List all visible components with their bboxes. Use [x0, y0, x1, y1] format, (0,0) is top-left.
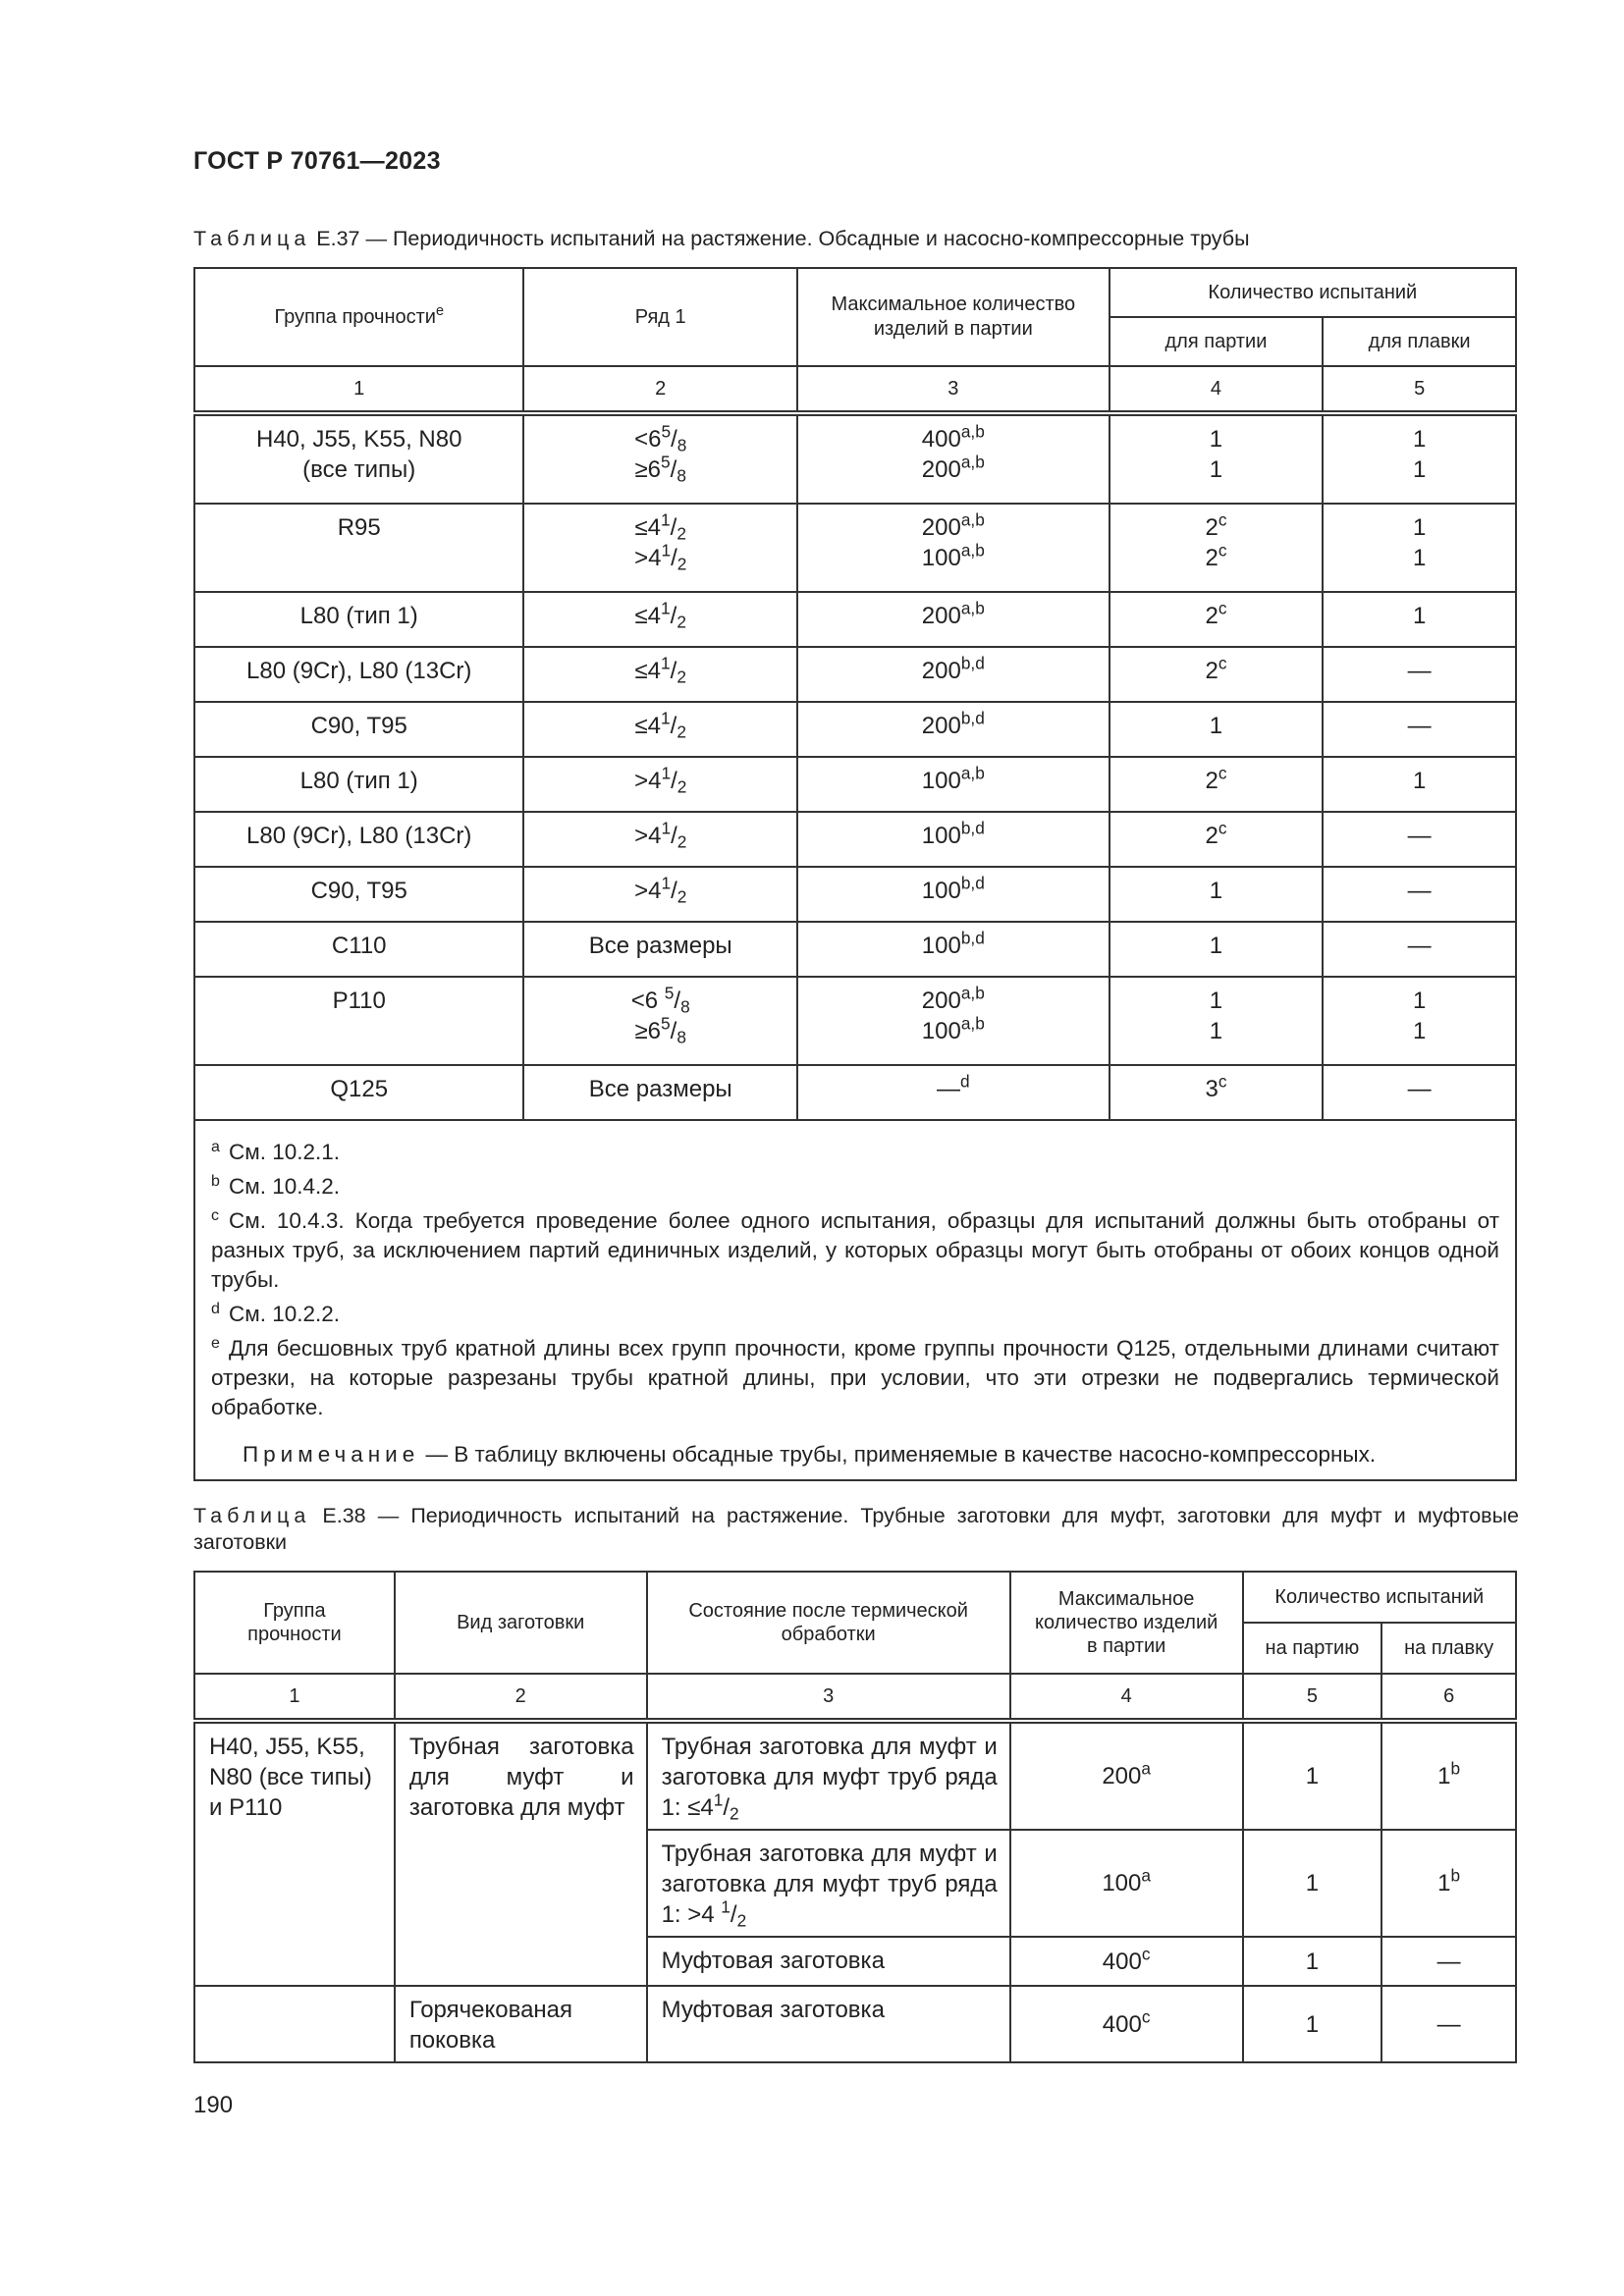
cell-per-heat — [1323, 647, 1516, 702]
cell-size — [523, 592, 797, 647]
cell-per-heat — [1323, 504, 1516, 592]
heat-line: 1 — [1412, 426, 1427, 453]
cell-max-qty — [797, 413, 1110, 504]
column-number: 6 — [1381, 1674, 1516, 1721]
group-line: L80 (9Cr), L80 (13Cr) — [246, 823, 472, 849]
header-row1: Ряд 1 — [523, 268, 797, 366]
qty-line: 200$^{b,d}$ — [921, 653, 985, 684]
size-line: $\ge 6^5/_8$ — [634, 1013, 686, 1047]
lot-line: 1 — [1209, 426, 1223, 453]
column-number: 1 — [194, 1674, 395, 1721]
size-line: $\le 4^1/_2$ — [634, 653, 686, 687]
qty-line: 100$^{b,d}$ — [921, 873, 985, 904]
table-e37-caption — [193, 226, 1250, 252]
footnote-text: См. 10.4.2. — [229, 1174, 341, 1199]
heat-line: 1 — [1412, 768, 1427, 794]
cell-group — [194, 504, 523, 592]
size-line: $<6^5/_8$ — [634, 421, 687, 455]
column-number: 2 — [395, 1674, 647, 1721]
lot-line: 2$^c$ — [1205, 598, 1227, 629]
column-number: 4 — [1010, 1674, 1243, 1721]
table-row — [194, 504, 1516, 592]
table-e38-caption — [193, 1503, 1519, 1556]
cell-per-lot — [1110, 1065, 1324, 1120]
footnote-text: См. 10.2.2. — [229, 1302, 341, 1326]
cell-per-heat — [1323, 702, 1516, 757]
cell-size — [523, 867, 797, 922]
lot-line: 1 — [1209, 713, 1223, 739]
group-line: C90, T95 — [310, 878, 407, 904]
cell-max-qty — [797, 702, 1110, 757]
cell-per-lot — [1110, 757, 1324, 812]
cell-per-lot — [1110, 922, 1324, 977]
size-line: <6 $^5/_8$ — [630, 983, 690, 1017]
heat-line: — — [1407, 933, 1432, 959]
header-max-qty: Максимальное количество изделий в партии — [1010, 1572, 1243, 1674]
footnote-mark: c — [211, 1207, 219, 1224]
size-line: $\le 4^1/_2$ — [634, 708, 686, 742]
lot-line: 1 — [1209, 933, 1223, 959]
footnote — [211, 1329, 1499, 1422]
caption-label: Таблица — [193, 1504, 311, 1527]
cell-max-qty: 400$^c$ — [1010, 1937, 1243, 1986]
cell-per-heat: — — [1381, 1937, 1516, 1986]
cell-max-qty — [797, 812, 1110, 867]
qty-line: 200$^{a,b}$ — [921, 452, 985, 483]
cell-size — [523, 504, 797, 592]
cell-size — [523, 647, 797, 702]
column-number: 3 — [647, 1674, 1010, 1721]
lot-line: 2$^c$ — [1205, 818, 1227, 849]
qty-line: 200$^{b,d}$ — [921, 708, 985, 739]
caption-text: Е.38 — Периодичность испытаний на растяжение. Трубные заготовки для муфт, заготовки для муфт и муфтовые заготовки — [193, 1504, 1519, 1554]
column-number: 1 — [194, 366, 523, 413]
cell-group — [194, 413, 523, 504]
footnote-mark: e — [211, 1335, 220, 1352]
table-row — [194, 592, 1516, 647]
heat-line: — — [1407, 878, 1432, 904]
cell-size — [523, 812, 797, 867]
header-tests: Количество испытаний — [1110, 268, 1516, 317]
lot-line: 2$^c$ — [1205, 540, 1227, 571]
group-line: H40, J55, K55, N80 — [255, 426, 462, 453]
group-line: L80 (9Cr), L80 (13Cr) — [246, 658, 472, 684]
cell-per-lot: 1 — [1243, 1830, 1382, 1937]
cell-per-lot — [1110, 812, 1324, 867]
table-row — [194, 413, 1516, 504]
group-line: (все типы) — [302, 456, 416, 483]
qty-line: 200$^{a,b}$ — [921, 983, 985, 1014]
cell-per-heat — [1323, 1065, 1516, 1120]
cell-size: Все размеры — [523, 1065, 797, 1120]
table-row — [194, 1986, 1516, 2062]
lot-line: 2$^c$ — [1205, 763, 1227, 794]
heat-line: — — [1407, 823, 1432, 849]
cell-max-qty — [797, 1065, 1110, 1120]
column-number: 3 — [797, 366, 1110, 413]
header-tests: Количество испытаний — [1243, 1572, 1516, 1623]
cell-max-qty — [797, 592, 1110, 647]
cell-group — [194, 922, 523, 977]
footnote-mark: a — [211, 1139, 220, 1155]
cell-max-qty — [797, 647, 1110, 702]
heat-line: 1 — [1412, 514, 1427, 541]
lot-line: 1 — [1209, 988, 1223, 1014]
qty-line: 100$^{a,b}$ — [921, 1013, 985, 1044]
table-row — [194, 922, 1516, 977]
cell-per-heat — [1323, 413, 1516, 504]
cell-max-qty: 100$^a$ — [1010, 1830, 1243, 1937]
lot-line: 2$^c$ — [1205, 509, 1227, 541]
lot-line: 1 — [1209, 456, 1223, 483]
cell-per-heat: 1$^b$ — [1381, 1721, 1516, 1830]
table-row — [194, 702, 1516, 757]
cell-kind: Горячекованая поковка — [395, 1986, 647, 2062]
footnote-mark: d — [211, 1301, 220, 1317]
cell-group — [194, 812, 523, 867]
cell-max-qty — [797, 757, 1110, 812]
cell-per-heat — [1323, 922, 1516, 977]
heat-line: — — [1407, 1076, 1432, 1102]
footnote-mark: b — [211, 1173, 220, 1190]
size-line: $>4^1/_2$ — [634, 540, 687, 574]
header-max-qty: Максимальное количество изделий в партии — [797, 268, 1110, 366]
cell-group — [194, 647, 523, 702]
cell-per-heat — [1323, 812, 1516, 867]
lot-line: 1 — [1209, 1018, 1223, 1044]
cell-per-heat: 1$^b$ — [1381, 1830, 1516, 1937]
table-row — [194, 757, 1516, 812]
page-number: 190 — [193, 2092, 234, 2118]
heat-line: 1 — [1412, 988, 1427, 1014]
cell-per-heat — [1323, 977, 1516, 1065]
lot-line: 2$^c$ — [1205, 653, 1227, 684]
heat-line: 1 — [1412, 456, 1427, 483]
table-row — [194, 977, 1516, 1065]
cell-per-lot — [1110, 504, 1324, 592]
cell-per-lot: 1 — [1243, 1937, 1382, 1986]
cell-per-lot — [1110, 977, 1324, 1065]
size-line: $\ge 6^5/_8$ — [634, 452, 686, 486]
cell-state: Трубная заготовка для муфт и заготовка для муфт труб ряда 1: >4 $^1/_2$ — [647, 1830, 1010, 1937]
cell-group — [194, 702, 523, 757]
column-number: 2 — [523, 366, 797, 413]
cell-group — [194, 757, 523, 812]
cell-kind: Трубная заготовка для муфт и заготовка для муфт — [395, 1721, 647, 1986]
cell-size — [523, 413, 797, 504]
heat-line: 1 — [1412, 545, 1427, 571]
group-line: C110 — [331, 933, 387, 959]
header-per-lot: на партию — [1243, 1623, 1382, 1674]
cell-per-lot — [1110, 413, 1324, 504]
cell-per-lot — [1110, 702, 1324, 757]
size-line: $>4^1/_2$ — [634, 873, 687, 907]
cell-state: Муфтовая заготовка — [647, 1986, 1010, 2062]
footnote — [211, 1167, 1499, 1201]
column-number-row — [194, 1674, 1516, 1721]
header-group: Группа прочности — [194, 1572, 395, 1674]
cell-per-lot: 1 — [1243, 1986, 1382, 2062]
table-row — [194, 647, 1516, 702]
cell-max-qty — [797, 504, 1110, 592]
table-row — [194, 1065, 1516, 1120]
size-line: $\le 4^1/_2$ — [634, 509, 686, 544]
footnote — [211, 1133, 1499, 1167]
heat-line: 1 — [1412, 1018, 1427, 1044]
group-line: L80 (тип 1) — [299, 603, 418, 629]
caption-text: Е.37 — Периодичность испытаний на растяжение. Обсадные и насосно-компрессорные трубы — [310, 227, 1250, 250]
qty-line: —$^d$ — [937, 1071, 970, 1102]
cell-group — [194, 1065, 523, 1120]
header-state: Состояние после термической обработки — [647, 1572, 1010, 1674]
header-per-lot: для партии — [1110, 317, 1324, 366]
cell-per-lot — [1110, 867, 1324, 922]
cell-max-qty — [797, 867, 1110, 922]
cell-per-lot: 1 — [1243, 1721, 1382, 1830]
cell-state: Муфтовая заготовка — [647, 1937, 1010, 1986]
cell-per-lot — [1110, 647, 1324, 702]
footnote-text: См. 10.4.3. Когда требуется проведение более одного испытания, образцы для испытаний должны быть отобраны от разных труб, за исключением партий единичных изделий, у которых образцы могут быть отобраны от обоих концов одной трубы. — [211, 1208, 1499, 1292]
table-e37-footnotes — [194, 1120, 1516, 1480]
lot-line: 1 — [1209, 878, 1223, 904]
size-line: $>4^1/_2$ — [634, 763, 687, 797]
size-line: $\le 4^1/_2$ — [634, 598, 686, 632]
cell-max-qty — [797, 922, 1110, 977]
cell-group: H40, J55, K55, N80 (все типы) и P110 — [194, 1721, 395, 1986]
document-header: ГОСТ Р 70761—2023 — [193, 147, 441, 175]
qty-line: 100$^{a,b}$ — [921, 763, 985, 794]
footnote — [211, 1201, 1499, 1295]
cell-max-qty: 400$^c$ — [1010, 1986, 1243, 2062]
cell-per-heat: — — [1381, 1986, 1516, 2062]
table-e37 — [193, 267, 1517, 1481]
header-per-heat: для плавки — [1323, 317, 1516, 366]
footnote-text: Для бесшовных труб кратной длины всех групп прочности, кроме группы прочности Q125, отдельными длинами считают отрезки, на которые разрезаны трубы кратной длины, при условии, что эти отрезки не подвергались термической обработке. — [211, 1336, 1499, 1419]
footnote — [211, 1295, 1499, 1329]
group-line: Q125 — [330, 1076, 389, 1102]
caption-label: Таблица — [193, 227, 311, 250]
column-number: 4 — [1110, 366, 1324, 413]
table-row — [194, 1721, 1516, 1830]
group-line: C90, T95 — [310, 713, 407, 739]
qty-line: 100$^{a,b}$ — [921, 540, 985, 571]
size-line: $>4^1/_2$ — [634, 818, 687, 852]
qty-line: 100$^{b,d}$ — [921, 818, 985, 849]
qty-line: 200$^{a,b}$ — [921, 509, 985, 541]
cell-size — [523, 757, 797, 812]
column-number: 5 — [1243, 1674, 1382, 1721]
heat-line: 1 — [1412, 603, 1427, 629]
cell-group — [194, 592, 523, 647]
column-number: 5 — [1323, 366, 1516, 413]
qty-line: 400$^{a,b}$ — [921, 421, 985, 453]
cell-size — [523, 977, 797, 1065]
column-number-row — [194, 366, 1516, 413]
heat-line: — — [1407, 713, 1432, 739]
group-line: R95 — [337, 514, 381, 541]
cell-per-heat — [1323, 592, 1516, 647]
qty-line: 100$^{b,d}$ — [921, 928, 985, 959]
group-line: P110 — [332, 988, 386, 1014]
cell-state: Трубная заготовка для муфт и заготовка для муфт труб ряда 1: $\le 4^1/_2$ — [647, 1721, 1010, 1830]
header-kind: Вид заготовки — [395, 1572, 647, 1674]
cell-per-heat — [1323, 867, 1516, 922]
cell-group — [194, 977, 523, 1065]
cell-per-lot — [1110, 592, 1324, 647]
cell-max-qty — [797, 977, 1110, 1065]
header-per-heat: на плавку — [1381, 1623, 1516, 1674]
cell-size — [523, 702, 797, 757]
header-group: Группа прочности$^e$ — [194, 268, 523, 366]
table-row — [194, 867, 1516, 922]
cell-max-qty: 200$^a$ — [1010, 1721, 1243, 1830]
cell-per-heat — [1323, 757, 1516, 812]
cell-group — [194, 867, 523, 922]
cell-size: Все размеры — [523, 922, 797, 977]
cell-group-empty — [194, 1986, 395, 2062]
group-line: L80 (тип 1) — [299, 768, 418, 794]
lot-line: 3$^c$ — [1205, 1071, 1227, 1102]
table-row — [194, 812, 1516, 867]
table-note: Примечание — В таблицу включены обсадные трубы, применяемые в качестве насосно-компрессорных. — [243, 1442, 1377, 1467]
qty-line: 200$^{a,b}$ — [921, 598, 985, 629]
heat-line: — — [1407, 658, 1432, 684]
footnote-text: См. 10.2.1. — [229, 1140, 341, 1164]
table-e38 — [193, 1571, 1517, 2063]
